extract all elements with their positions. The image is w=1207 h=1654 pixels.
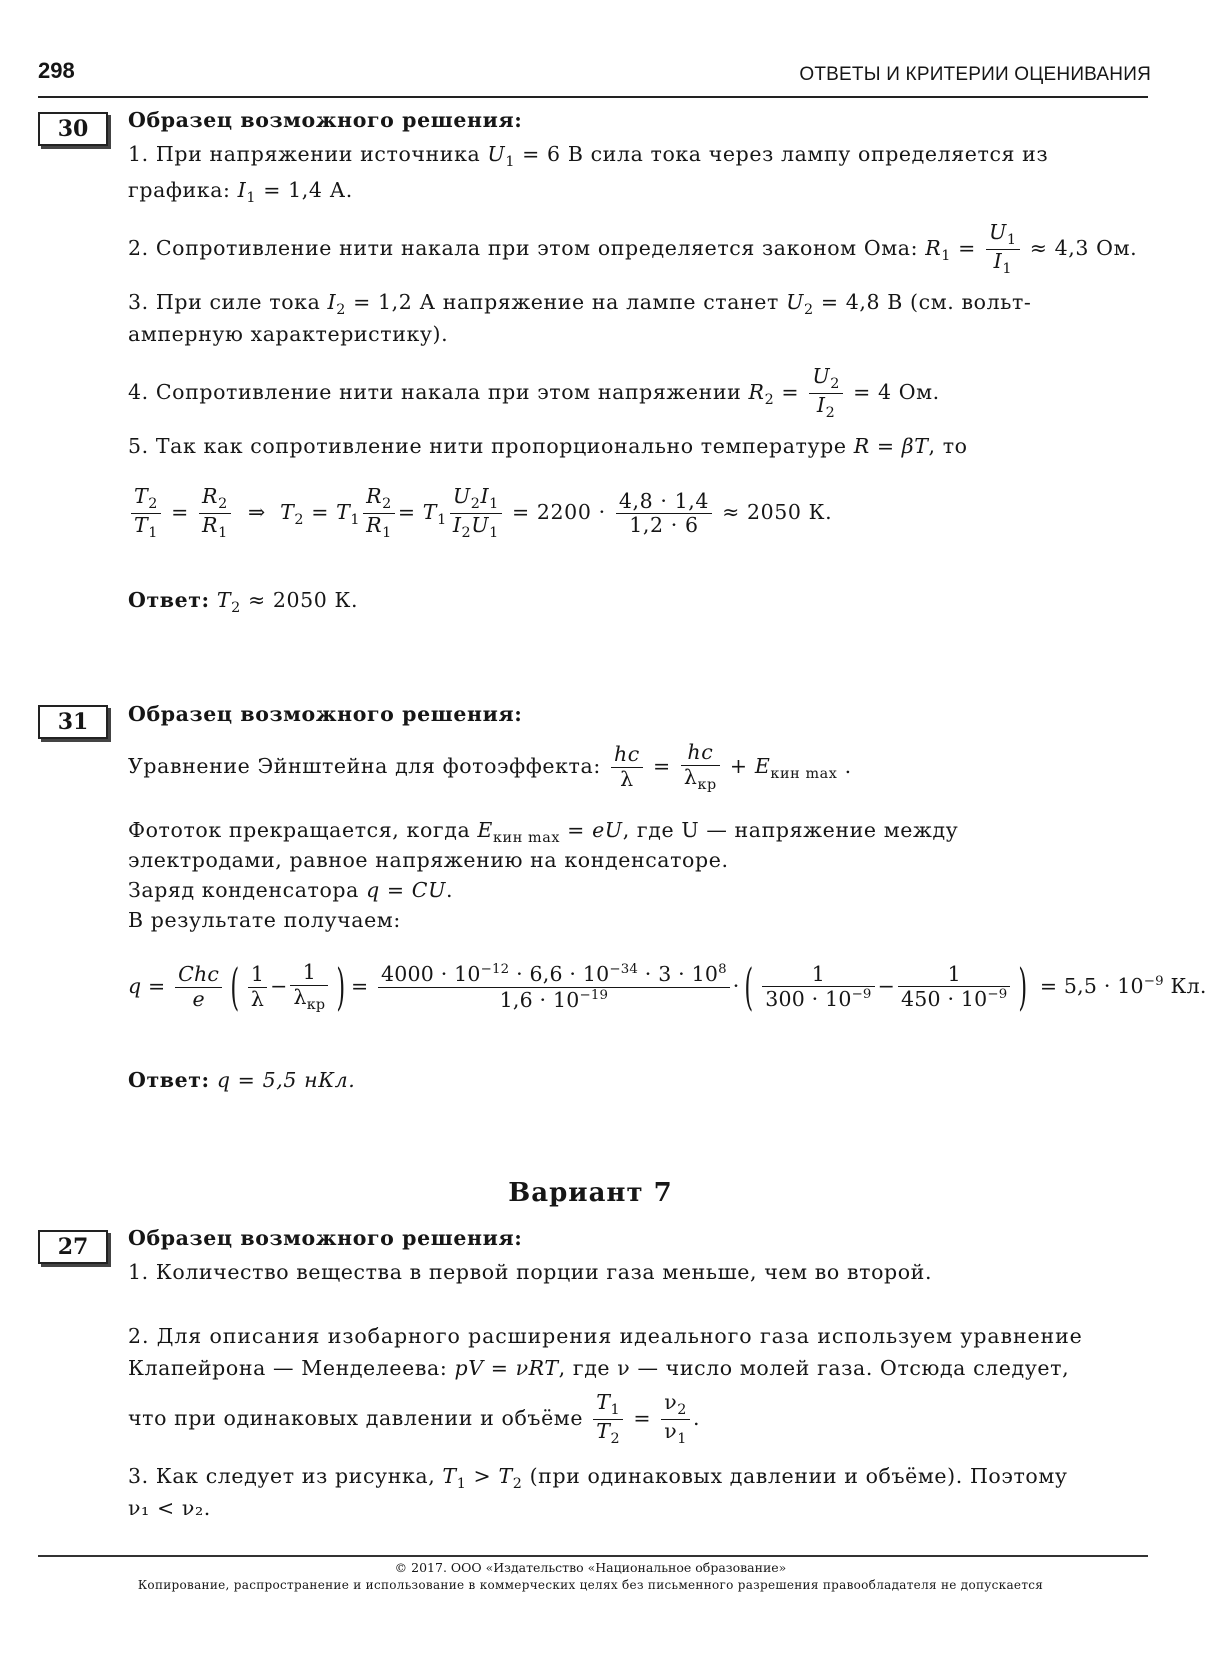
task30-step2: 2. Сопротивление нити накала при этом определяется законом Ома: $R_1$ = $\frac{U_1}{I_1}$ ≈ 4,3 Ом. <box>128 220 1138 278</box>
task30-step5: 5. Так как сопротивление нити пропорционально температуре R = βT, то <box>128 434 968 458</box>
task31-answer: Ответ: q = 5,5 нКл. <box>128 1068 356 1092</box>
running-title: ОТВЕТЫ И КРИТЕРИИ ОЦЕНИВАНИЯ <box>799 64 1151 85</box>
variant-title: Вариант 7 <box>508 1178 673 1208</box>
task27-step2-cont: Клапейрона — Менделеева: pV = νRT, где ν — число молей газа. Отсюда следует, <box>128 1356 1070 1380</box>
page-number: 298 <box>38 58 75 83</box>
task31-formula: q = $\frac{\text{Chc}}{e}$ ( $\frac{1}{\lambda}$ − $\frac{1}{\lambda_{кр}}$ ) = $\frac{4000 \cdot 10^{-12} \cdot 6,6 \cdot 10^{-34} \cdot 3 \cdot 10^8}{1,6 \cdot 10^{-19}}$ · ( $\frac{1}{300 \cdot 10^{-9}}$ − $\frac{1}{450 \cdot 10^{-9}}$ ) = $5,5 \cdot 10^{-9}$ Кл. <box>128 958 1207 1017</box>
solution-heading: Образец возможного решения: <box>128 1226 523 1250</box>
task27-step2: 2. Для описания изобарного расширения идеального газа используем уравнение <box>128 1324 1083 1348</box>
task31-einstein: Уравнение Эйнштейна для фотоэффекта: $\frac{hc}{\lambda}$ = $\frac{hc}{\lambda_{кр}}$ + $E_{кин max}$ . <box>128 740 852 793</box>
task27-step2-end: что при одинаковых давлении и объёме $\frac{T_1}{T_2}$ = $\frac{\nu_2}{\nu_1}$ . <box>128 1390 701 1448</box>
task27-step1: 1. Количество вещества в первой порции газа меньше, чем во второй. <box>128 1260 933 1284</box>
task31-p3: Заряд конденсатора q = CU. <box>128 878 454 902</box>
task31-p2-cont: электродами, равное напряжению на конденсаторе. <box>128 848 729 872</box>
copyright-notice: Копирование, распространение и использование в коммерческих целях без письменного разрешения правообладателя не допускается <box>137 1578 1044 1592</box>
task30-step4: 4. Сопротивление нити накала при этом напряжении $R_2$ = $\frac{U_2}{I_2}$ = 4 Ом. <box>128 364 940 422</box>
footer-divider <box>38 1555 1148 1557</box>
task31-p4: В результате получаем: <box>128 908 401 932</box>
task27-step3: 3. Как следует из рисунка, $T_1 > T_2$ (при одинаковых давлении и объёме). Поэтому <box>128 1464 1068 1493</box>
fraction-U2-I2: $\frac{U_2}{I_2}$ <box>809 366 843 421</box>
task30-step3-cont: амперную характеристику). <box>128 322 449 346</box>
solution-heading: Образец возможного решения: <box>128 702 523 726</box>
task30-formula: $\frac{T_2}{T_1}$ = $\frac{R_2}{R_1}$ ⇒ $T_2 = T_1$ $\frac{R_2}{R_1}$ = $T_1$ $\frac{U_2I_1}{I_2U_1}$ = 2200 · $\frac{4,8 \cdot 1,4}{1,2 \cdot 6}$ ≈ 2050 К. <box>128 486 832 541</box>
header-divider <box>38 96 1148 98</box>
solution-heading: Образец возможного решения: <box>128 108 523 132</box>
task27-step3-cont: ν₁ < ν₂. <box>128 1496 211 1520</box>
task30-answer: Ответ: $T_2 \approx 2050$ К. <box>128 588 359 617</box>
copyright: © 2017. ООО «Издательство «Национальное образование» <box>394 1560 787 1575</box>
task-number-box: 27 <box>38 1230 108 1264</box>
task31-p2: Фототок прекращается, когда $E_{кин max}$ = eU, где U — напряжение между <box>128 818 959 847</box>
fraction-U1-I1: $\frac{U_1}{I_1}$ <box>986 222 1020 277</box>
task-number-box: 31 <box>38 705 108 739</box>
task30-step1: 1. При напряжении источника $U_1 = 6$ В сила тока через лампу определяется из <box>128 142 1049 171</box>
task-number-box: 30 <box>38 112 108 146</box>
task30-step1-cont: графика: $I_1 = 1,4$ А. <box>128 178 353 207</box>
task30-step3: 3. При силе тока $I_2 = 1,2$ А напряжение на лампе станет $U_2 = 4,8$ В (см. вольт- <box>128 290 1032 319</box>
